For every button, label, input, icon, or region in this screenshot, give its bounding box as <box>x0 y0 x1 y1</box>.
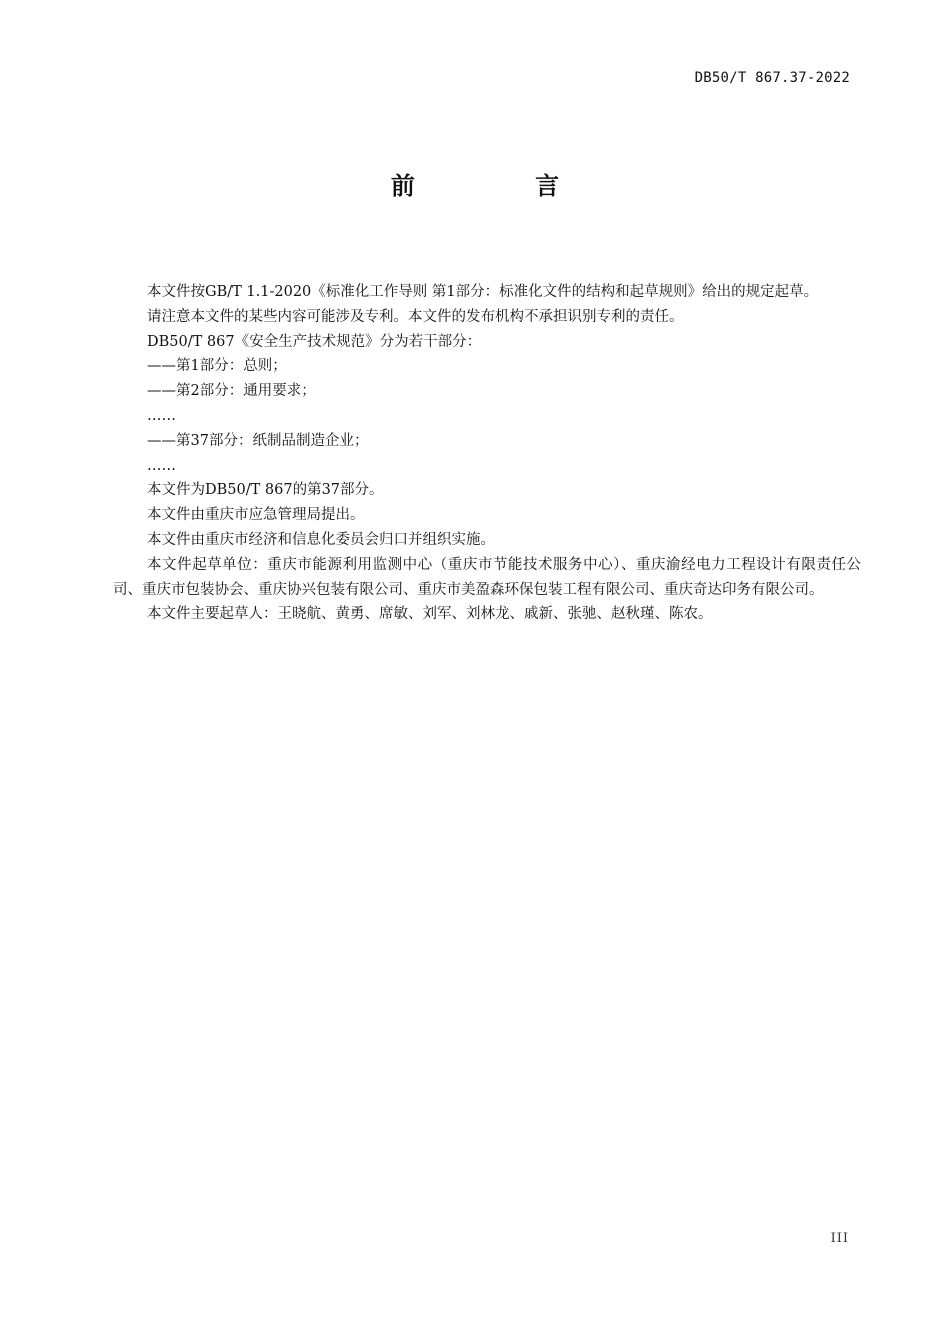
paragraph-patent-notice: 请注意本文件的某些内容可能涉及专利。本文件的发布机构不承担识别专利的责任。 <box>147 308 684 325</box>
paragraph-administrator: 本文件由重庆市经济和信息化委员会归口并组织实施。 <box>147 531 495 548</box>
page-number: III <box>830 1231 849 1246</box>
list-ellipsis: …… <box>147 407 176 424</box>
list-item-part-37: ——第37部分：纸制品制造企业； <box>147 432 369 449</box>
paragraph-part-statement: 本文件为DB50/T 867的第37部分。 <box>147 482 384 499</box>
paragraph-proposer: 本文件由重庆市应急管理局提出。 <box>147 507 365 524</box>
paragraph-standard-basis: 本文件按GB/T 1.1-2020《标准化工作导则 第1部分：标准化文件的结构和起草规则》给出的规定起草。 <box>147 284 819 300</box>
paragraph-drafting-units: 本文件起草单位：重庆市能源利用监测中心（重庆市节能技术服务中心）、重庆渝经电力工程设计有限责任公司、重庆市包装协会、重庆协兴包装有限公司、重庆市美盈森环保包装工程有限公司、重庆奇达印务有限公司。 <box>113 556 861 598</box>
document-code: DB50/T 867.37-2022 <box>694 70 850 86</box>
list-ellipsis: …… <box>147 457 176 474</box>
paragraph-parts-intro: DB50/T 867《安全生产技术规范》分为若干部分： <box>147 333 482 350</box>
list-item-part-1: ——第1部分：总则； <box>147 358 287 375</box>
list-item-part-2: ——第2部分：通用要求； <box>147 383 316 400</box>
page-title: 前 言 <box>390 172 616 200</box>
foreword-body <box>113 280 861 627</box>
paragraph-drafters: 本文件主要起草人：王晓航、黄勇、席敏、刘军、刘林龙、戚新、张驰、赵秋瑾、陈农。 <box>147 606 713 623</box>
